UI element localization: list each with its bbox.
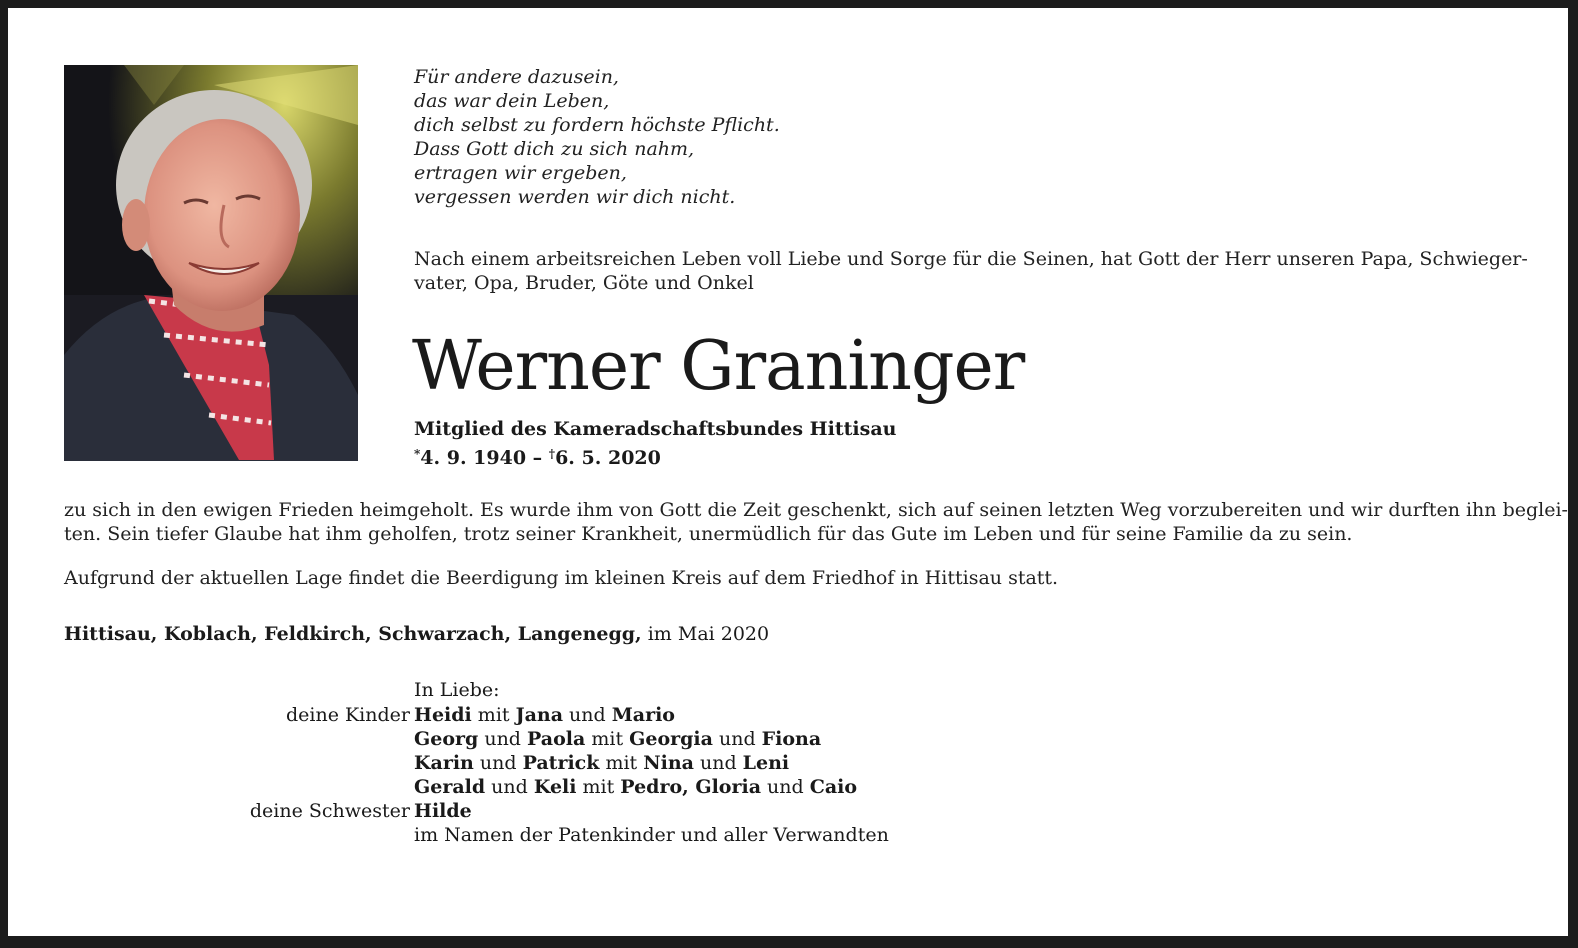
birth-symbol: * — [414, 447, 421, 461]
family-connector: und — [693, 752, 743, 774]
family-connector: und — [485, 776, 534, 798]
birth-date: 4. 9. 1940 — [420, 447, 527, 469]
life-dates — [414, 442, 661, 470]
poem-line: dich selbst zu fordern höchste Pflicht. — [414, 114, 780, 136]
obituary-card — [8, 8, 1568, 936]
family-row — [8, 751, 1568, 775]
family-connector: und — [761, 776, 810, 798]
family-member-name: Gerald — [414, 776, 486, 798]
body-paragraph — [64, 498, 1568, 546]
family-row — [8, 799, 1568, 823]
intro-line: Nach einem arbeitsreichen Leben voll Liebe und Sorge für die Seinen, hat Gott der Herr unseren Papa, Schwieger- — [414, 248, 1528, 270]
family-connector: mit — [471, 704, 516, 726]
family-member-name: Georgia — [629, 728, 713, 750]
body-line: zu sich in den ewigen Frieden heimgeholt. Es wurde ihm von Gott die Zeit geschenkt, sich auf seinen letzten Weg vorzubereiten und wir durften ihn beglei- — [64, 499, 1568, 521]
family-connector: und — [478, 728, 528, 750]
poem-line: Für andere dazusein, — [414, 66, 619, 88]
family-names — [414, 775, 857, 799]
family-connector: mit — [585, 728, 630, 750]
family-connector: und — [563, 704, 612, 726]
poem-line: ertragen wir ergeben, — [414, 162, 627, 184]
sister-label: deine Schwester — [249, 800, 410, 822]
family-member-name: Hilde — [414, 800, 472, 822]
poem — [414, 65, 780, 209]
family-names — [414, 751, 789, 775]
family-member-name: Nina — [643, 752, 694, 774]
poem-line: Dass Gott dich zu sich nahm, — [414, 138, 695, 160]
places-and-date — [64, 622, 769, 646]
family-member-name: Fiona — [761, 728, 822, 750]
family-names — [414, 799, 472, 823]
notice-date: im Mai 2020 — [641, 623, 770, 645]
family-member-name: Karin — [414, 752, 474, 774]
body-line: ten. Sein tiefer Glaube hat ihm geholfen, trotz seiner Krankheit, unermüdlich für das Gute im Leben und für seine Familie da zu sein. — [64, 523, 1353, 545]
family-row — [8, 823, 1568, 847]
family-member-name: Paola — [527, 728, 586, 750]
places-list: Hittisau, Koblach, Feldkirch, Schwarzach, Langenegg, — [64, 623, 642, 645]
funeral-notice: Aufgrund der aktuellen Lage findet die Beerdigung im kleinen Kreis auf dem Friedhof in Hittisau statt. — [64, 567, 1059, 589]
family-connector: und — [712, 728, 762, 750]
intro-paragraph — [414, 247, 1528, 295]
membership-line: Mitglied des Kameradschaftsbundes Hittisau — [414, 418, 897, 440]
poem-line: das war dein Leben, — [414, 90, 610, 112]
in-liebe-heading: In Liebe: — [414, 679, 500, 701]
family-connector: mit — [576, 776, 621, 798]
family-member-name: Georg — [414, 728, 479, 750]
family-connector: im Namen der Patenkinder und aller Verwandten — [414, 824, 889, 846]
family-row — [8, 727, 1568, 751]
family-member-name: Jana — [515, 704, 564, 726]
death-symbol: † — [548, 447, 556, 461]
children-label: deine Kinder — [285, 704, 410, 726]
family-connector: und — [473, 752, 523, 774]
deceased-name: Werner Graninger — [412, 327, 1025, 406]
family-names — [414, 823, 889, 847]
family-connector: mit — [599, 752, 644, 774]
family-row — [8, 703, 1568, 727]
family-member-name: Mario — [611, 704, 675, 726]
poem-line: vergessen werden wir dich nicht. — [414, 186, 736, 208]
family-names — [414, 703, 675, 727]
family-row — [8, 775, 1568, 799]
date-separator: – — [526, 447, 549, 469]
death-date: 6. 5. 2020 — [555, 447, 661, 469]
family-names — [414, 727, 821, 751]
portrait-photo — [64, 65, 358, 461]
family-member-name: Leni — [742, 752, 790, 774]
family-member-name: Pedro, Gloria — [620, 776, 762, 798]
family-member-name: Caio — [809, 776, 858, 798]
family-member-name: Keli — [533, 776, 577, 798]
portrait-illustration — [64, 65, 358, 461]
family-member-name: Patrick — [522, 752, 600, 774]
intro-line: vater, Opa, Bruder, Göte und Onkel — [414, 272, 754, 294]
family-member-name: Heidi — [414, 704, 472, 726]
